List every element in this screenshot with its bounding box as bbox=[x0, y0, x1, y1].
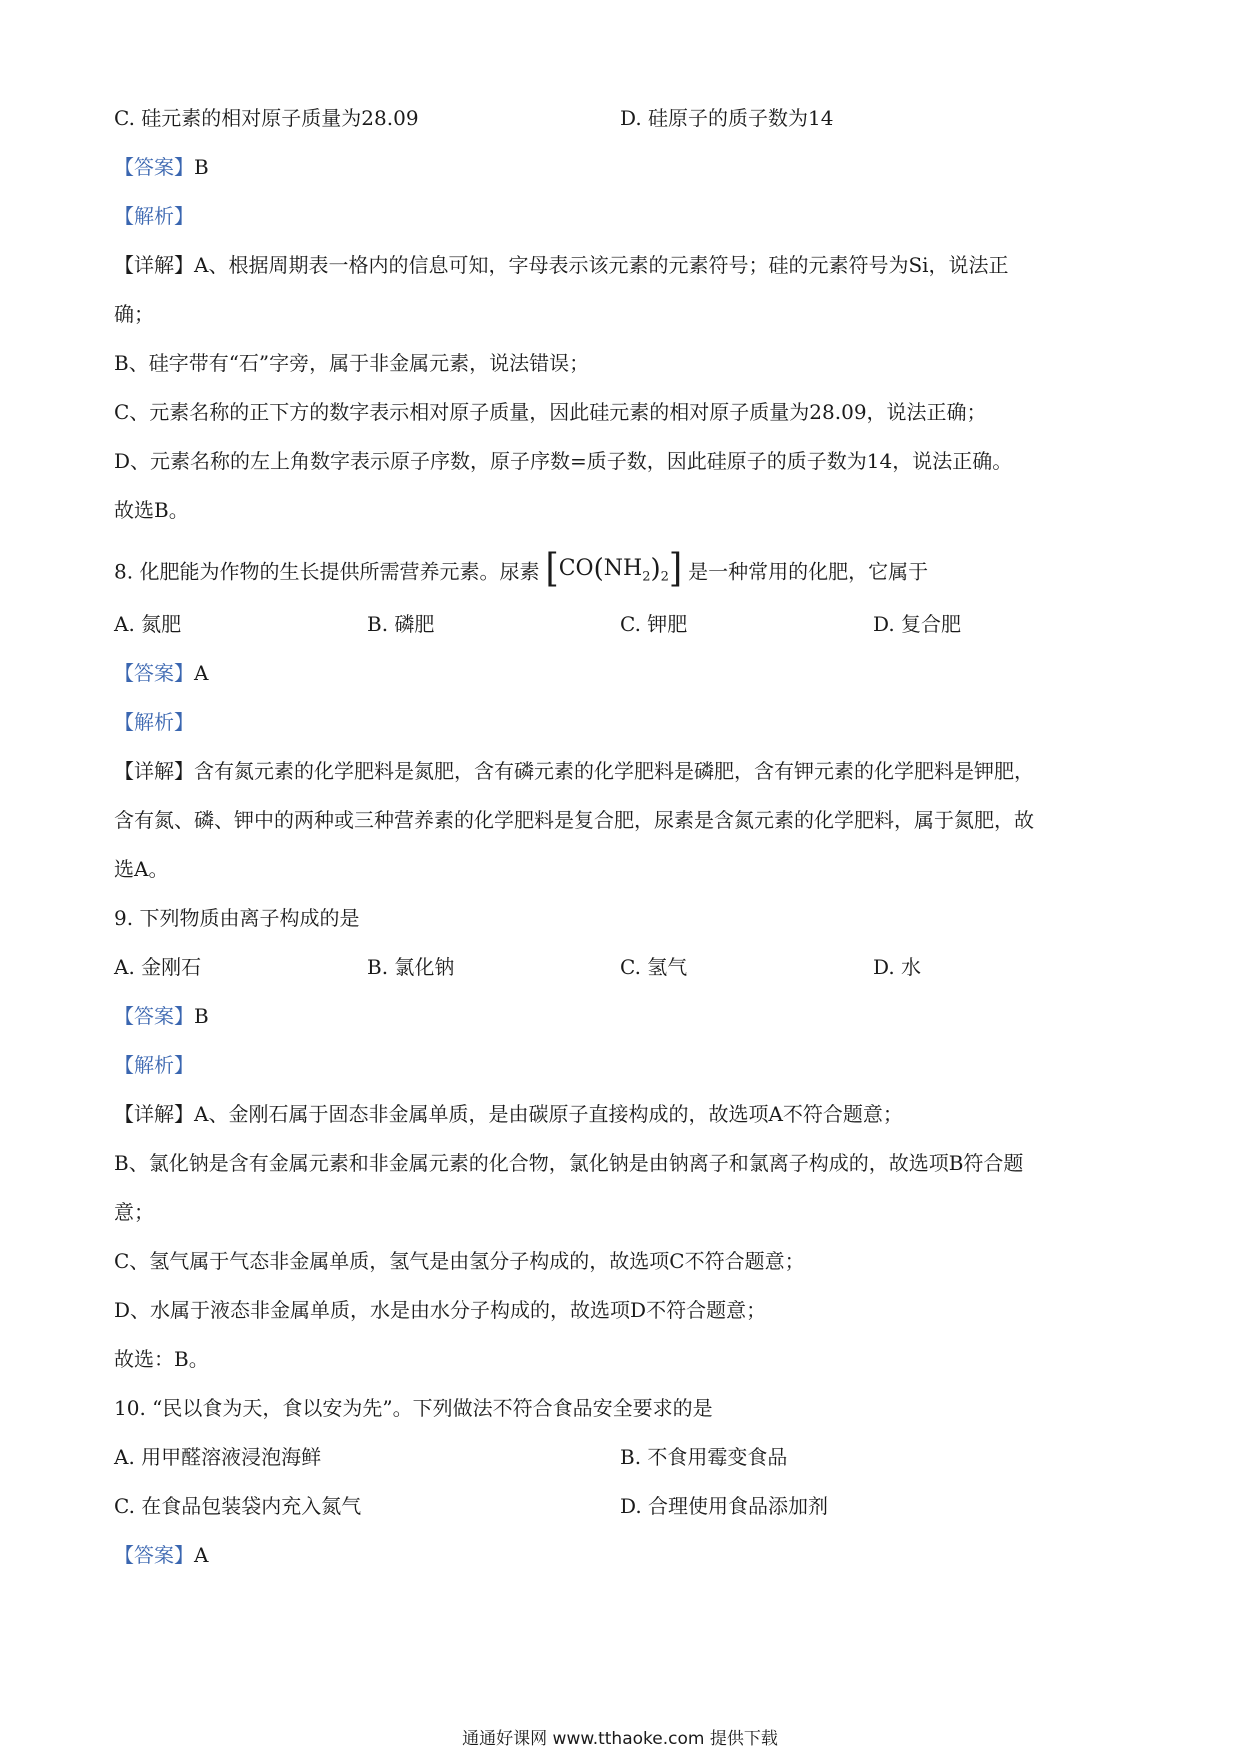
formula-sub: 2 bbox=[660, 569, 669, 585]
q9-detail-2: B、氯化钠是含有金属元素和非金属元素的化合物，氯化钠是由钠离子和氯离子构成的，故选项B符合题 bbox=[114, 1151, 1024, 1175]
q7-detail-3: C、元素名称的正下方的数字表示相对原子质量，因此硅元素的相对原子质量为28.09，说法正确； bbox=[114, 400, 987, 424]
q10-option-d: D. 合理使用食品添加剂 bbox=[620, 1494, 829, 1518]
q7-detail-1b: 确； bbox=[114, 302, 154, 326]
answer-value: B bbox=[194, 155, 209, 179]
q9-option-a: A. 金刚石 bbox=[114, 955, 202, 979]
q8-stem bbox=[114, 546, 1134, 592]
q8-detail-2: 含有氮、磷、钾中的两种或三种营养素的化学肥料是复合肥，尿素是含氮元素的化学肥料，属于氮肥，故 bbox=[114, 808, 1034, 832]
q9-answer bbox=[114, 1002, 1134, 1030]
q7-options-row bbox=[114, 104, 1134, 132]
q9-conclusion: 故选：B。 bbox=[114, 1347, 209, 1371]
formula-co: CO bbox=[558, 556, 594, 581]
answer-tag: 【答案】 bbox=[114, 1004, 194, 1028]
q10-answer bbox=[114, 1541, 1134, 1569]
urea-formula: $[CO(NH_2)_2]$ bbox=[545, 546, 683, 592]
answer-value: B bbox=[194, 1004, 209, 1028]
q8-stem-after: 是一种常用的化肥，它属于 bbox=[688, 559, 929, 584]
q7-option-c: C. 硅元素的相对原子质量为28.09 bbox=[114, 106, 419, 130]
q8-option-d: D. 复合肥 bbox=[873, 612, 962, 636]
analysis-tag: 【解析】 bbox=[114, 1053, 194, 1077]
q8-detail-1 bbox=[114, 757, 1134, 785]
q9-detail-3: C、氢气属于气态非金属单质，氢气是由氢分子构成的，故选项C不符合题意； bbox=[114, 1249, 805, 1273]
q7-detail-2: B、硅字带有“石”字旁，属于非金属元素，说法错误； bbox=[114, 351, 590, 375]
detail-text: A、根据周期表一格内的信息可知，字母表示该元素的元素符号；硅的元素符号为Si，说法正 bbox=[194, 253, 1009, 277]
formula-sub: 2 bbox=[642, 569, 651, 585]
q10-stem: 10. “民以食为天，食以安为先”。下列做法不符合食品安全要求的是 bbox=[114, 1396, 713, 1420]
q9-detail-1 bbox=[114, 1100, 1134, 1128]
q7-analysis bbox=[114, 202, 1134, 230]
analysis-tag: 【解析】 bbox=[114, 710, 194, 734]
q8-option-b: B. 磷肥 bbox=[367, 612, 435, 636]
q9-option-b: B. 氯化钠 bbox=[367, 955, 455, 979]
page-footer: 通通好课网 www.tthaoke.com 提供下载 bbox=[462, 1729, 778, 1749]
q9-stem: 9. 下列物质由离子构成的是 bbox=[114, 906, 360, 930]
q10-option-c: C. 在食品包装袋内充入氮气 bbox=[114, 1494, 362, 1518]
q10-option-b: B. 不食用霉变食品 bbox=[620, 1445, 788, 1469]
q9-detail-2b: 意； bbox=[114, 1200, 154, 1224]
q7-option-d: D. 硅原子的质子数为14 bbox=[620, 106, 834, 130]
q8-detail-3: 选A。 bbox=[114, 857, 169, 881]
formula-nh: NH bbox=[603, 556, 643, 581]
detail-tag: 【详解】 bbox=[114, 1102, 194, 1126]
answer-tag: 【答案】 bbox=[114, 661, 194, 685]
q9-option-c: C. 氢气 bbox=[620, 955, 688, 979]
q9-analysis bbox=[114, 1051, 1134, 1079]
detail-tag: 【详解】 bbox=[114, 759, 194, 783]
q10-option-a: A. 用甲醛溶液浸泡海鲜 bbox=[114, 1445, 322, 1469]
q7-conclusion: 故选B。 bbox=[114, 498, 189, 522]
detail-tag: 【详解】 bbox=[114, 253, 194, 277]
answer-value: A bbox=[194, 1543, 209, 1567]
analysis-tag: 【解析】 bbox=[114, 204, 194, 228]
q8-option-a: A. 氮肥 bbox=[114, 612, 182, 636]
q8-option-c: C. 钾肥 bbox=[620, 612, 688, 636]
answer-tag: 【答案】 bbox=[114, 155, 194, 179]
q8-analysis bbox=[114, 708, 1134, 736]
q8-answer bbox=[114, 659, 1134, 687]
q7-detail-1 bbox=[114, 251, 1134, 279]
detail-text: 含有氮元素的化学肥料是氮肥，含有磷元素的化学肥料是磷肥，含有钾元素的化学肥料是钾肥， bbox=[194, 759, 1034, 783]
q7-detail-4: D、元素名称的左上角数字表示原子序数，原子序数=质子数，因此硅原子的质子数为14，说法正确。 bbox=[114, 449, 1013, 473]
detail-text: A、金刚石属于固态非金属单质，是由碳原子直接构成的，故选项A不符合题意； bbox=[194, 1102, 903, 1126]
q9-option-d: D. 水 bbox=[873, 955, 922, 979]
q8-stem-before: 8. 化肥能为作物的生长提供所需营养元素。尿素 bbox=[114, 559, 540, 584]
answer-value: A bbox=[194, 661, 209, 685]
q9-detail-4: D、水属于液态非金属单质，水是由水分子构成的，故选项D不符合题意； bbox=[114, 1298, 767, 1322]
answer-tag: 【答案】 bbox=[114, 1543, 194, 1567]
q7-answer bbox=[114, 153, 1134, 181]
